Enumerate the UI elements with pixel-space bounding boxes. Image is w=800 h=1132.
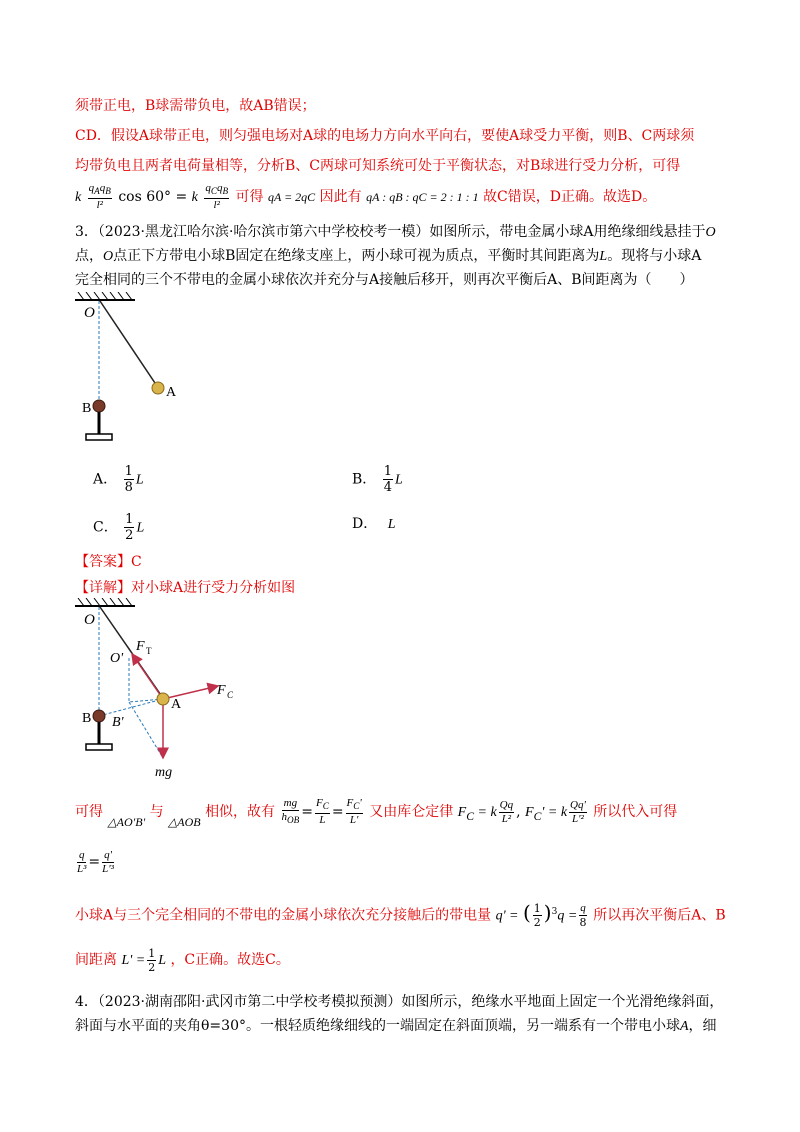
q3-line-2: 点，O点正下方带电小球B固定在绝缘支座上，两小球可视为质点，平衡时其间距离为L。现将与小球A [75, 248, 702, 264]
prev-line-3: 均带负电且两者电荷量相等，分析B、C两球可知系统可处于平衡状态，对B球进行受力分析，可得 [75, 158, 681, 174]
svg-text:A: A [171, 697, 182, 712]
q3-line-1: 3．（2023·黑龙江哈尔滨·哈尔滨市第六中学校校考一模）如图所示，带电金属小球A用绝缘细线悬挂于O [75, 224, 716, 240]
q3-figure [70, 292, 190, 452]
svg-text:T: T [146, 646, 152, 656]
ball-b [93, 400, 105, 412]
svg-text:C: C [227, 690, 234, 700]
eq-frac-ab: $\frac{q_Aq_B}{\text{l²}}$ [88, 182, 111, 212]
svg-text:B: B [82, 711, 92, 726]
prev-conclusion: 故C错误，D正确。故选D。 [483, 189, 657, 206]
prev-line-2: CD．假设A球带正电，则匀强电场对A球的电场力方向水平向右，要使A球受力平衡，则B、C两球须 [75, 128, 695, 144]
q4-line-1: 4．（2023·湖南邵阳·武冈市第二中学校考模拟预测）如图所示，绝缘水平地面上固定一个光滑绝缘斜面， [75, 994, 724, 1010]
label-a: A [166, 385, 177, 400]
q4-line-2: 斜面与水平面的夹角θ=30°。一根轻质绝缘细线的一端固定在斜面顶端，另一端系有一个带电小球A，细 [75, 1018, 717, 1034]
detail-tag: 【详解】 [75, 580, 131, 596]
svg-text:O': O' [110, 651, 124, 666]
label-o: O [84, 305, 95, 321]
option-c[interactable]: C． $\frac{1}{2}$ L [93, 512, 145, 543]
svg-text:mg: mg [155, 765, 173, 780]
svg-text:O: O [84, 612, 95, 628]
svg-text:F: F [217, 683, 226, 698]
answer-line [75, 552, 142, 572]
solution-line-2: $\frac{q}{\text{L³}}$ = $\frac{q'}{\text{L'³}}$ [77, 848, 114, 875]
force-analysis-figure [70, 598, 250, 786]
eq-cos: cos 60° [118, 189, 172, 206]
eq-qa: qA = 2qC [267, 190, 316, 205]
solution-line-1: 可得 △AO'B' 与 △AOB 相似，故有 $\frac{mg}{h_{OB}}$ = $\frac{F_C}{L}$ = $\frac{F_C'}{L'}$ 又由库仑定律 $F_C = k$ $\frac{Qq}{\text{L²}}$ , $F_C' = k$ $\frac{Qq'}{\text{L'²}}$ 所以代入可得 [75, 796, 678, 829]
svg-text:B': B' [112, 715, 124, 730]
svg-text:F: F [136, 639, 145, 654]
thread-line [100, 301, 157, 386]
solution-line-3: 小球A与三个完全相同的不带电的金属小球依次充分接触后的带电量 q' = ( $\frac{1}{2}$ )$^3$q = $\frac{q}{8}$ 所以再次平衡后A、B [75, 900, 726, 930]
answer-tag: 【答案】 [75, 554, 131, 570]
eq-k: k [75, 190, 82, 206]
stand-base [86, 434, 112, 440]
tension-arrow [132, 654, 163, 699]
eq-ratio: qA : qB : qC = 2 : 1 : 1 [366, 190, 479, 205]
ceiling-hatch [78, 292, 132, 300]
option-d[interactable]: D． L [352, 516, 396, 532]
prev-yinci: 因此有 [319, 189, 362, 206]
answer-value: C [131, 554, 142, 570]
option-b[interactable]: B． $\frac{1}{4}$ L [352, 464, 403, 495]
triangle-1: △AO'B' [107, 815, 146, 829]
triangle-2: △AOB [168, 815, 201, 829]
q3-line-3: 完全相同的三个不带电的金属小球依次并充分与A接触后移开，则再次平衡后A、B间距离为（ ） [75, 272, 694, 288]
label-b: B [82, 401, 92, 416]
prev-kede: 可得 [235, 189, 264, 206]
detail-text: 对小球A进行受力分析如图 [131, 580, 296, 596]
ball-a [152, 382, 164, 394]
option-a[interactable]: A． $\frac{1}{8}$ L [93, 464, 144, 495]
prev-equation-line: k $\frac{q_Aq_B}{\text{l²}}$ cos 60° = k $\frac{q_Cq_B}{\text{l²}}$ 可得 qA = 2qC 因此有 qA : qB : qC = 2 : 1 : 1 故C错误，D正确。故选D。 [75, 182, 657, 212]
eq-frac-cb: $\frac{q_Cq_B}{\text{l²}}$ [205, 182, 229, 212]
detail-line [75, 578, 295, 598]
prev-line-1: 须带正电，B球需带负电，故AB错误； [75, 98, 316, 114]
solution-line-4: 间距离 L' = $\frac{1}{2}$ L ，C正确。故选C。 [75, 946, 290, 974]
